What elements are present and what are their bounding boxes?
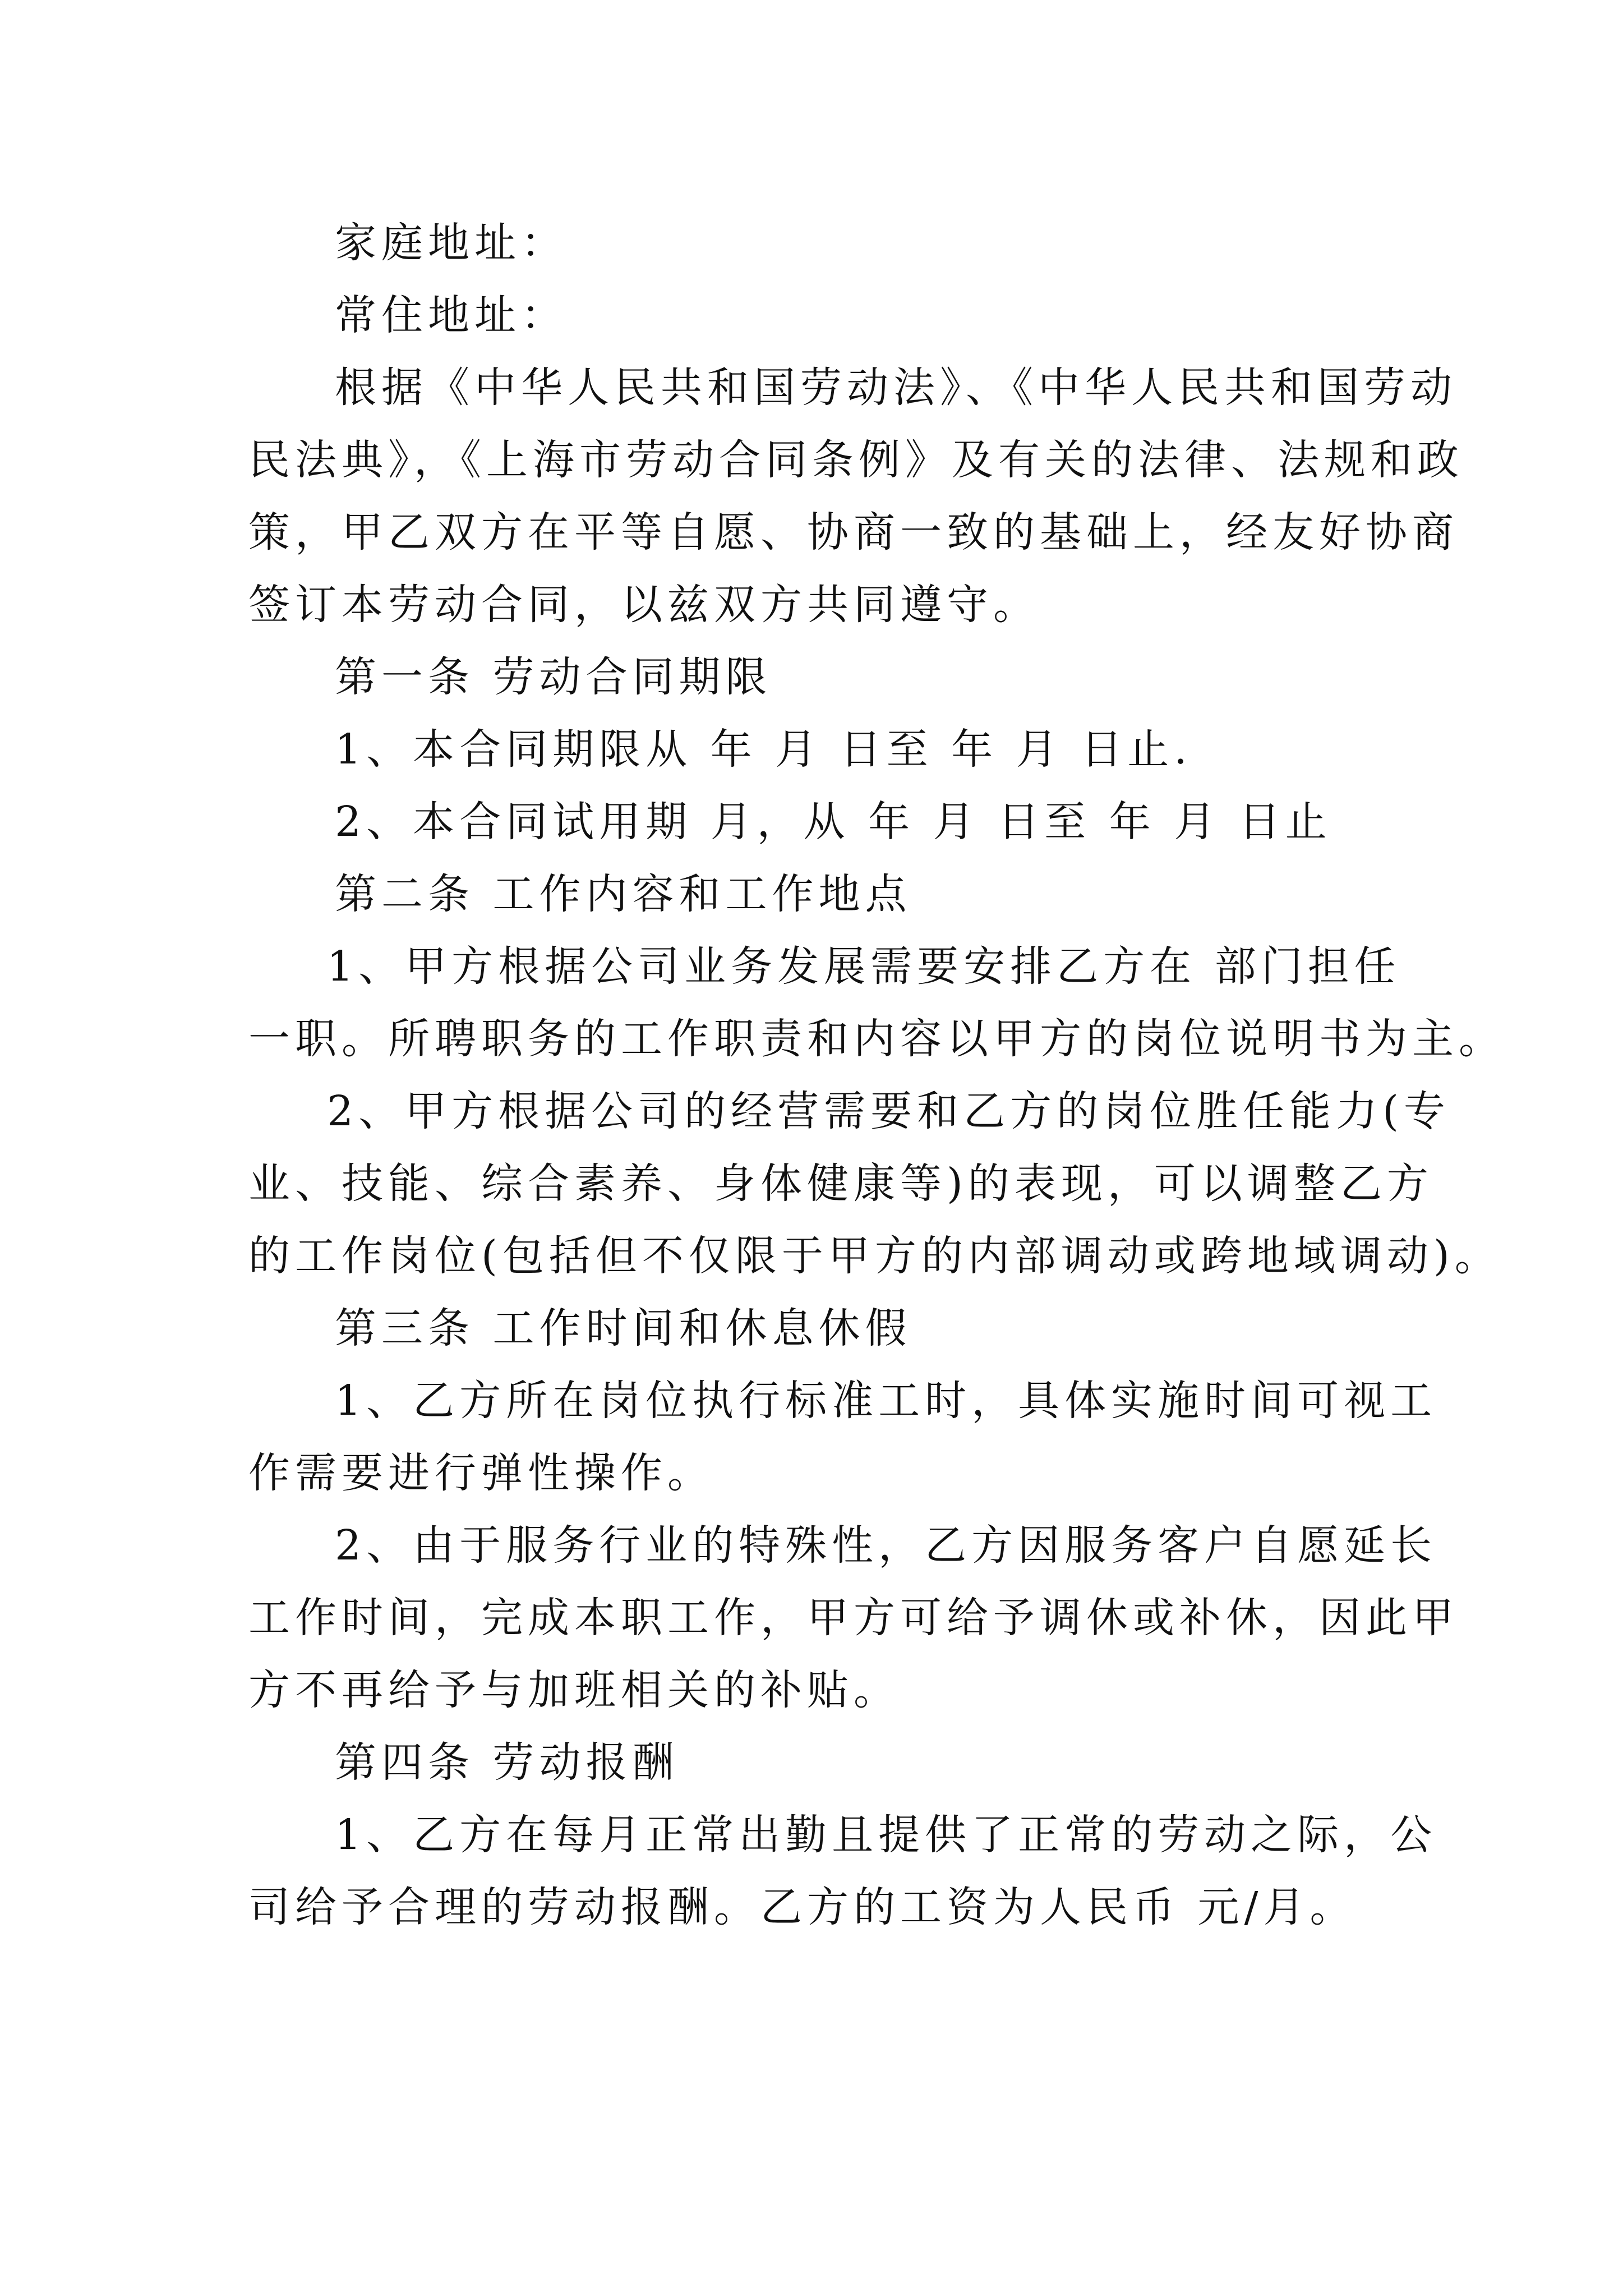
home-address-line: 家庭地址： bbox=[335, 219, 568, 267]
article-3-clause-2-line-3: 方不再给予与加班相关的补贴。 bbox=[248, 1666, 900, 1714]
article-4-clause-1-line-2: 司给予合理的劳动报酬。乙方的工资为人民币 元/月。 bbox=[248, 1883, 1357, 1931]
residence-address-line: 常住地址： bbox=[335, 291, 568, 339]
article-2-clause-2-line-3: 的工作岗位(包括但不仅限于甲方的内部调动或跨地域调动)。 bbox=[248, 1232, 1501, 1280]
article-3-heading: 第三条 工作时间和休息休假 bbox=[335, 1304, 912, 1352]
article-3-clause-2-line-2: 工作时间，完成本职工作，甲方可给予调休或补休，因此甲 bbox=[248, 1594, 1459, 1642]
article-3-clause-1-line-1: 1、乙方所在岗位执行标准工时，具体实施时间可视工 bbox=[335, 1377, 1437, 1425]
article-2-clause-2-line-2: 业、技能、综合素养、身体健康等)的表现，可以调整乙方 bbox=[248, 1159, 1433, 1208]
article-3-clause-2-line-1: 2、由于服务行业的特殊性，乙方因服务客户自愿延长 bbox=[335, 1521, 1437, 1570]
preamble-line-1: 根据《中华人民共和国劳动法》、《中华人民共和国劳动 bbox=[335, 364, 1457, 412]
article-2-clause-1-line-2: 一职。所聘职务的工作职责和内容以甲方的岗位说明书为主。 bbox=[248, 1015, 1505, 1063]
article-2-clause-1-line-1: 1、甲方根据公司业务发展需要安排乙方在 部门担任 bbox=[327, 942, 1401, 991]
preamble-line-3: 策，甲乙双方在平等自愿、协商一致的基础上，经友好协商 bbox=[248, 508, 1459, 556]
article-4-heading: 第四条 劳动报酬 bbox=[335, 1738, 679, 1787]
preamble-line-2: 民法典》，《上海市劳动合同条例》及有关的法律、法规和政 bbox=[248, 436, 1464, 484]
article-2-heading: 第二条 工作内容和工作地点 bbox=[335, 870, 912, 918]
preamble-line-4: 签订本劳动合同，以兹双方共同遵守。 bbox=[248, 581, 1040, 629]
article-1-clause-1: 1、本合同期限从 年 月 日至 年 月 日止. bbox=[335, 725, 1192, 774]
article-1-heading: 第一条 劳动合同期限 bbox=[335, 653, 772, 701]
article-4-clause-1-line-1: 1、乙方在每月正常出勤且提供了正常的劳动之际，公 bbox=[335, 1811, 1437, 1859]
article-1-clause-2: 2、本合同试用期 月，从 年 月 日至 年 月 日止 bbox=[335, 798, 1332, 846]
article-2-clause-2-line-1: 2、甲方根据公司的经营需要和乙方的岗位胜任能力(专 bbox=[327, 1087, 1450, 1135]
article-3-clause-1-line-2: 作需要进行弹性操作。 bbox=[248, 1449, 714, 1497]
